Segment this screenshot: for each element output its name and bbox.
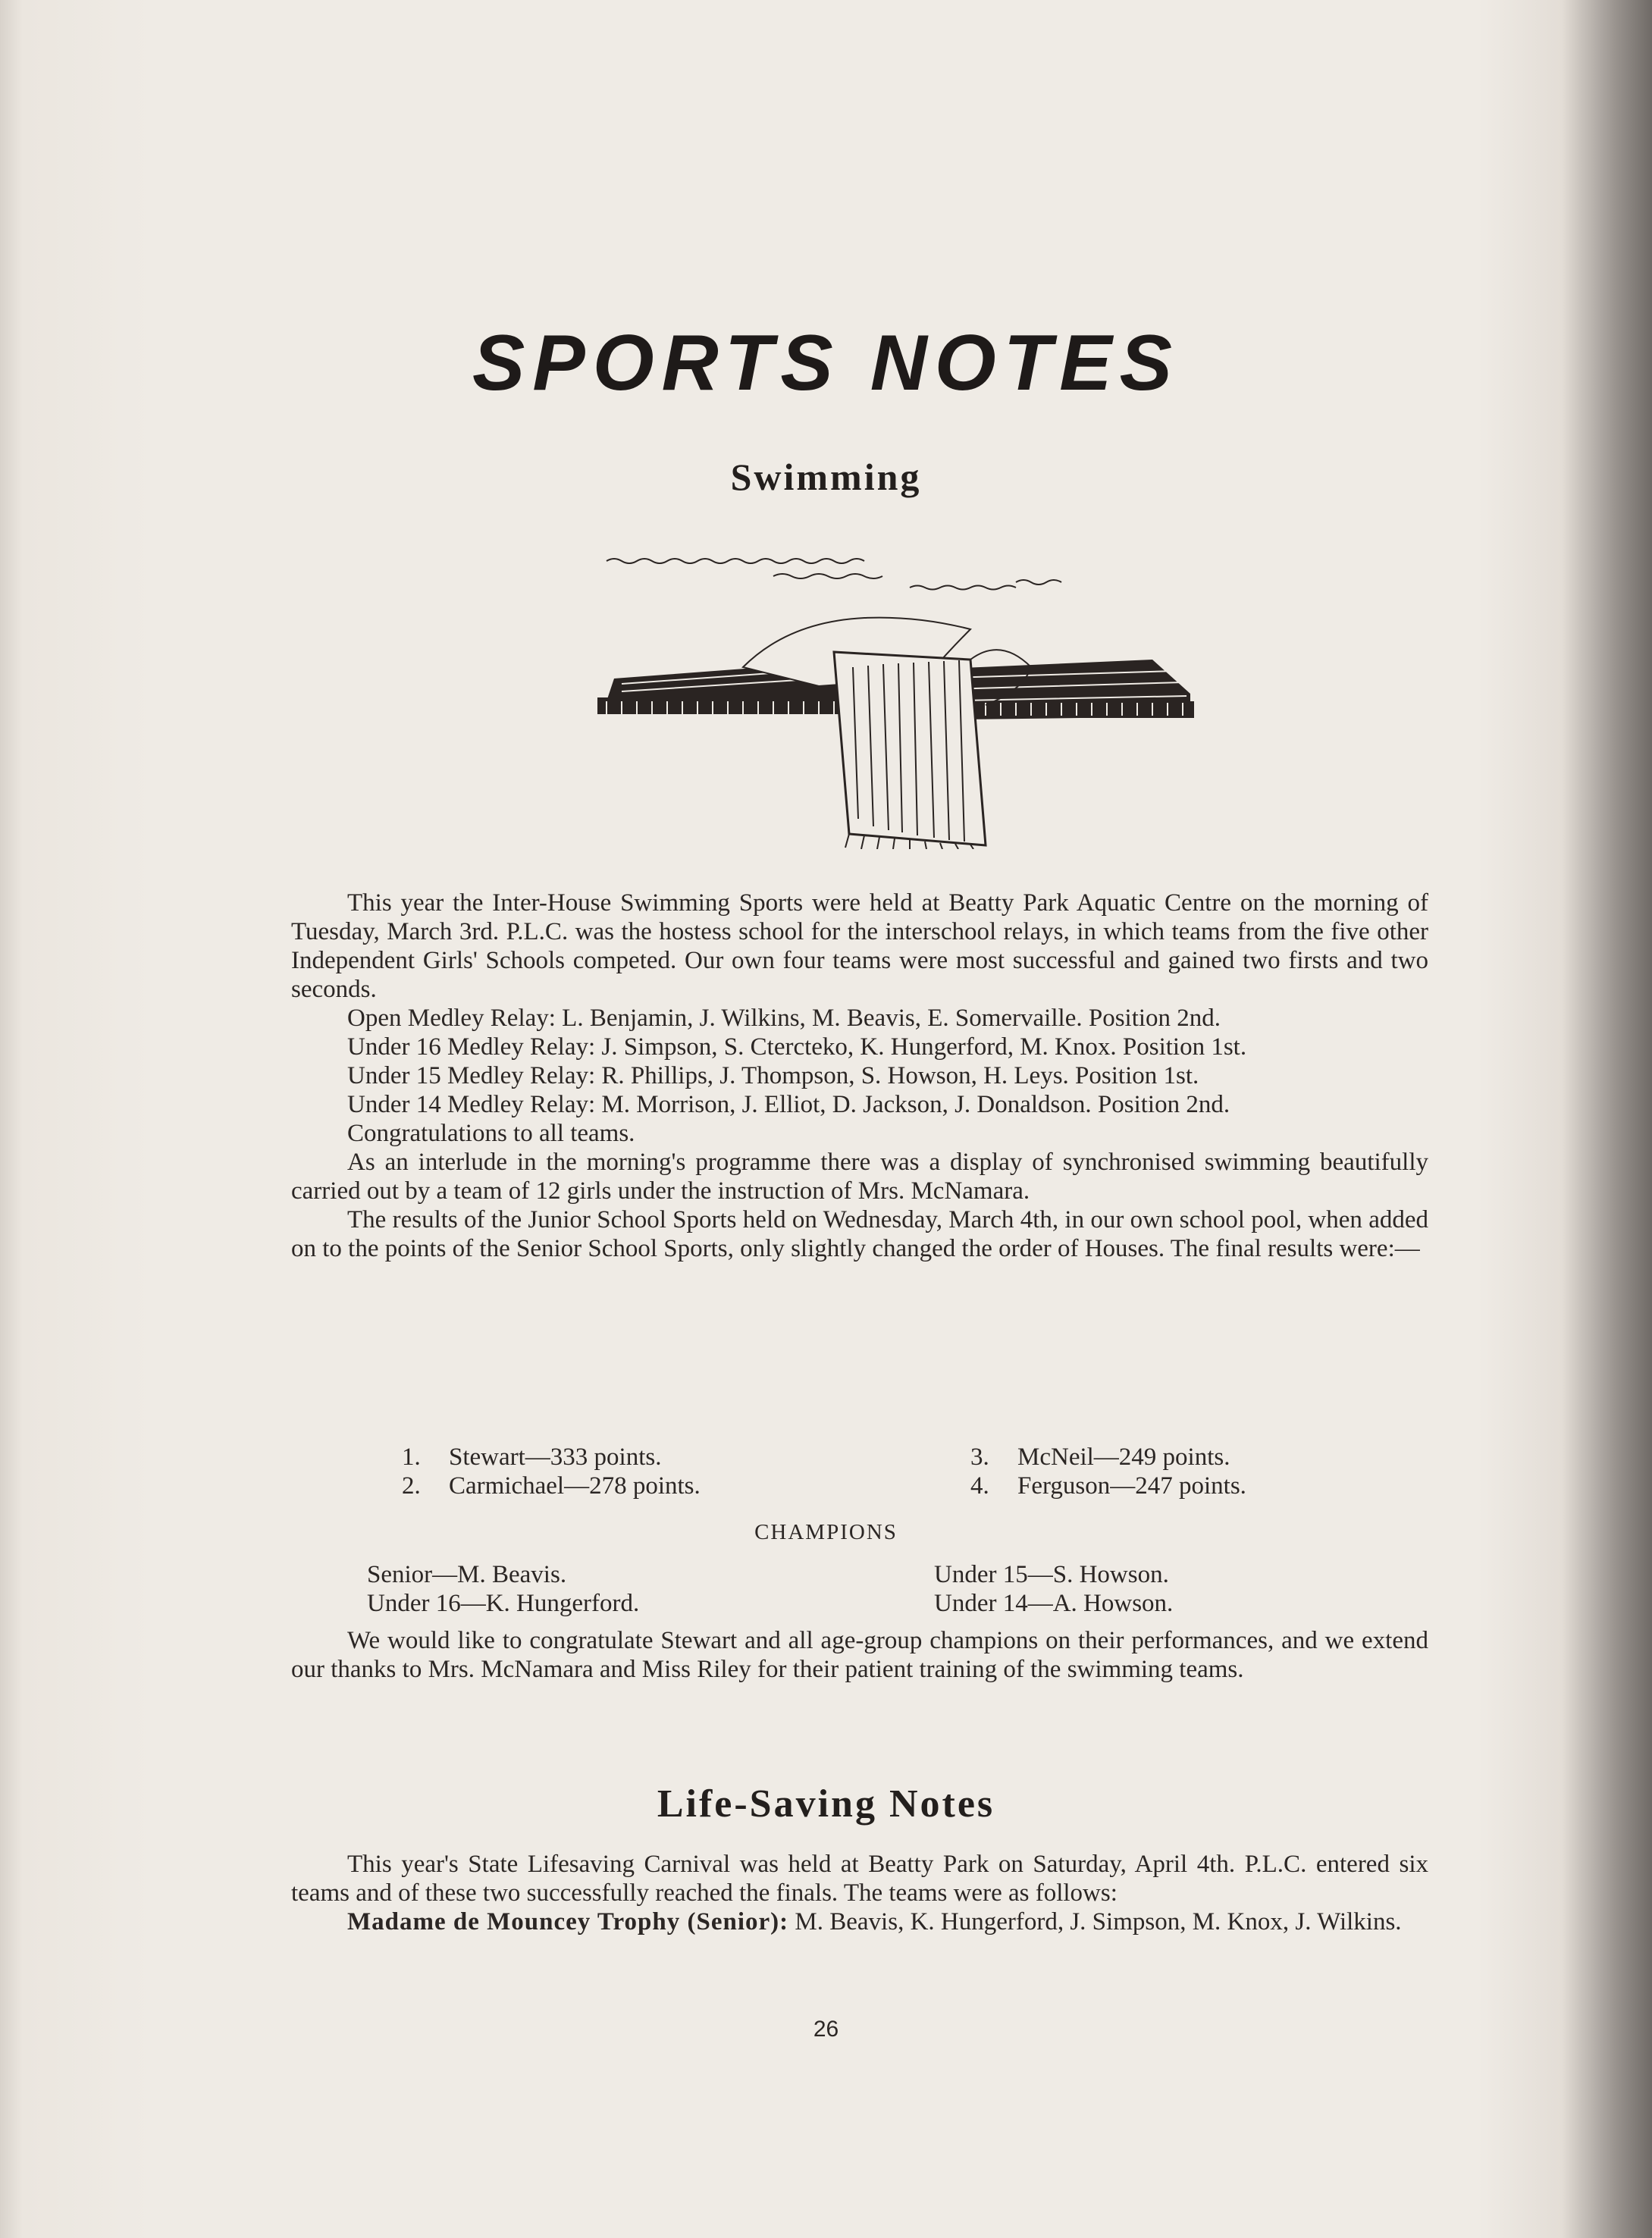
- page-title: SPORTS NOTES: [472, 319, 1180, 407]
- trophy-label: Madame de Mouncey Trophy (Senior):: [347, 1908, 789, 1936]
- relay-under-16: Under 16 Medley Relay: J. Simpson, S. Ctercteko, K. Hungerford, M. Knox. Position 1st.: [347, 1033, 1247, 1061]
- swimming-article: [291, 889, 1428, 1263]
- congratulations-line: Congratulations to all teams.: [347, 1120, 635, 1147]
- closing-paragraph: [291, 1626, 1428, 1684]
- result-item: [970, 1443, 1230, 1472]
- result-text: Stewart—333 points.: [449, 1443, 662, 1471]
- result-item: [402, 1472, 701, 1500]
- champion-under-15: Under 15—S. Howson.: [934, 1561, 1169, 1588]
- result-text: Ferguson—247 points.: [1017, 1472, 1246, 1500]
- champion-senior: Senior—M. Beavis.: [367, 1561, 567, 1588]
- closing-text: We would like to congratulate Stewart and all age-group champions on their performances, and we extend our thanks to Mrs. McNamara and Miss Riley for their patient training of the swimming teams.: [291, 1627, 1428, 1683]
- lifesaving-article: [291, 1850, 1428, 1936]
- result-item: [970, 1472, 1246, 1500]
- page-number: 26: [813, 2017, 839, 2042]
- towel-on-diving-board-icon: [591, 546, 1198, 849]
- swimming-heading: Swimming: [730, 456, 922, 498]
- result-rank: 1.: [402, 1443, 421, 1471]
- relay-under-15: Under 15 Medley Relay: R. Phillips, J. Thompson, S. Howson, H. Leys. Position 1st.: [347, 1062, 1199, 1089]
- champions-heading: CHAMPIONS: [754, 1520, 898, 1544]
- junior-results-paragraph: The results of the Junior School Sports held on Wednesday, March 4th, in our own school pool, when added on to the points of the Senior School Sports, only slightly changed the order of Houses. The final results were:—: [291, 1206, 1428, 1262]
- result-item: [402, 1443, 661, 1472]
- relay-open: Open Medley Relay: L. Benjamin, J. Wilkins, M. Beavis, E. Somervaille. Position 2nd.: [347, 1005, 1221, 1032]
- result-text: Carmichael—278 points.: [449, 1472, 701, 1500]
- trophy-members: M. Beavis, K. Hungerford, J. Simpson, M. Knox, J. Wilkins.: [788, 1908, 1402, 1936]
- champion-under-16: Under 16—K. Hungerford.: [367, 1590, 640, 1617]
- result-rank: 3.: [970, 1443, 989, 1471]
- result-rank: 2.: [402, 1472, 421, 1500]
- lifesaving-heading: Life-Saving Notes: [657, 1782, 995, 1826]
- relay-under-14: Under 14 Medley Relay: M. Morrison, J. Elliot, D. Jackson, J. Donaldson. Position 2nd.: [347, 1091, 1230, 1118]
- lifesaving-intro: This year's State Lifesaving Carnival was held at Beatty Park on Saturday, April 4th. P.L.C. entered six teams and of these two successfully reached the finals. The teams were as follows:: [291, 1851, 1428, 1907]
- synchronised-swimming-paragraph: As an interlude in the morning's programme there was a display of synchronised swimming beautifully carried out by a team of 12 girls under the instruction of Mrs. McNamara.: [291, 1149, 1428, 1205]
- result-text: McNeil—249 points.: [1017, 1443, 1230, 1471]
- trophy-entry: [291, 1907, 1428, 1936]
- result-rank: 4.: [970, 1472, 989, 1500]
- champion-under-14: Under 14—A. Howson.: [934, 1590, 1174, 1617]
- swimming-intro: This year the Inter-House Swimming Sports were held at Beatty Park Aquatic Centre on the morning of Tuesday, March 3rd. P.L.C. was the hostess school for the interschool relays, in which teams from the five other Independent Girls' Schools competed. Our own four teams were most successful and gained two firsts and two seconds.: [291, 889, 1428, 1003]
